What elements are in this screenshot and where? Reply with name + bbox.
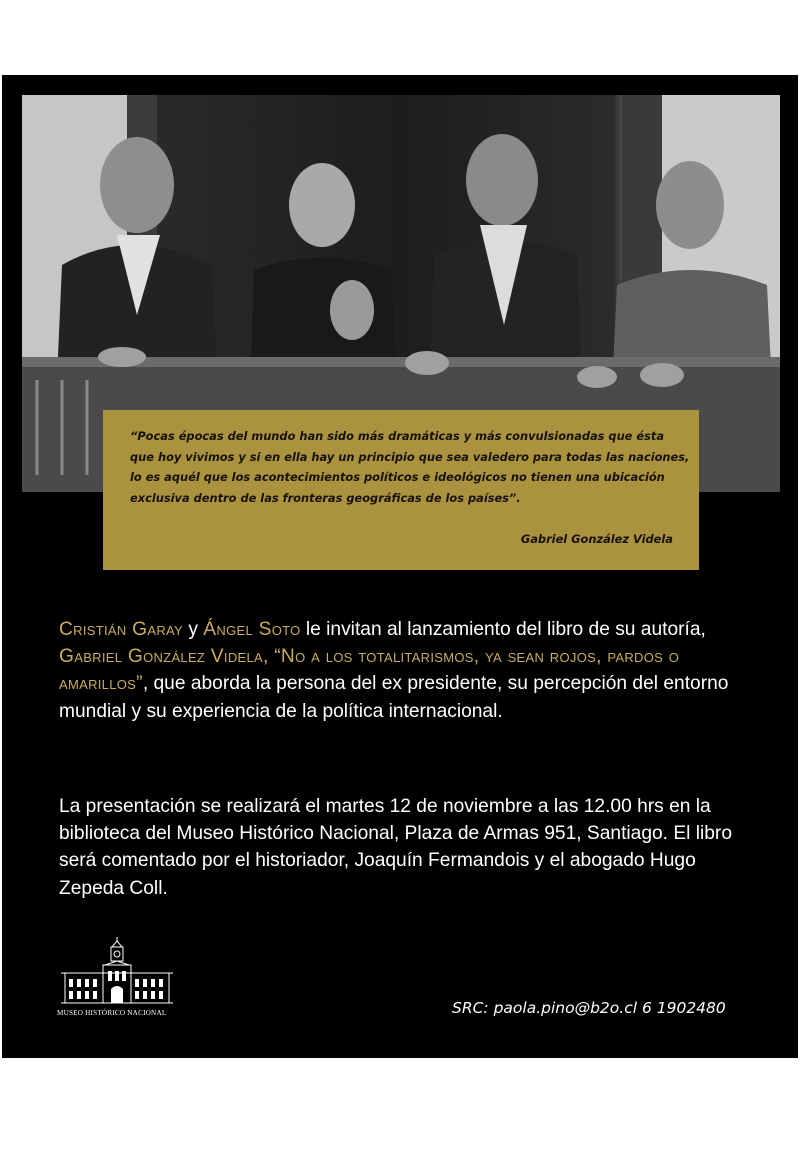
- hand-4: [640, 363, 684, 387]
- museum-logo-svg: [57, 935, 177, 1007]
- figure-1-head: [100, 137, 174, 233]
- museum-logo-caption: MUSEO HISTÓRICO NACIONAL: [57, 1009, 167, 1017]
- figure-3-head: [466, 134, 538, 226]
- figure-2-hands: [330, 280, 374, 340]
- invitation-paragraph: [59, 616, 759, 725]
- book-title: Gabriel González Videla, “No a los totalitarismos, ya sean rojos, pardos o amarillos”: [59, 646, 680, 695]
- figure-4-head: [656, 161, 724, 249]
- quote-text: “Pocas épocas del mundo han sido más dramáticas y más convulsionadas que ésta que hoy vivimos y si en ella hay un principio que sea valedero para todas las naciones, lo es aquél que los acontecimientos políticos e ideológicos no tienen una ubicación exclusiva dentro de las fronteras geográficas de los países”.: [130, 429, 690, 505]
- quote-box: [103, 410, 699, 570]
- hand-1: [98, 347, 146, 367]
- conjunction-text: y: [183, 619, 204, 640]
- author-name-2: Ángel Soto: [203, 619, 301, 640]
- hand-3: [577, 366, 617, 388]
- contact-info: SRC: paola.pino@b2o.cl 6 1902480: [452, 999, 726, 1017]
- event-details-paragraph: La presentación se realizará el martes 12 de noviembre a las 12.00 hrs en la biblioteca del Museo Histórico Nacional, Plaza de Armas 951, Santiago. El libro será comentado por el historiador, Joaquín Fermandois y el abogado Hugo Zepeda Coll.: [59, 796, 732, 899]
- invitation-card: [2, 75, 798, 1058]
- author-name-1: Cristián Garay: [59, 619, 184, 640]
- figure-2-head: [289, 163, 355, 247]
- quote-author: Gabriel González Videla: [520, 532, 673, 546]
- hand-2: [405, 351, 449, 375]
- invitation-text-b: , que aborda la persona del ex presidente, su percepción del entorno mundial y su experiencia de la política internacional.: [59, 673, 729, 722]
- invitation-text-a: le invitan al lanzamiento del libro de su autoría,: [300, 619, 706, 640]
